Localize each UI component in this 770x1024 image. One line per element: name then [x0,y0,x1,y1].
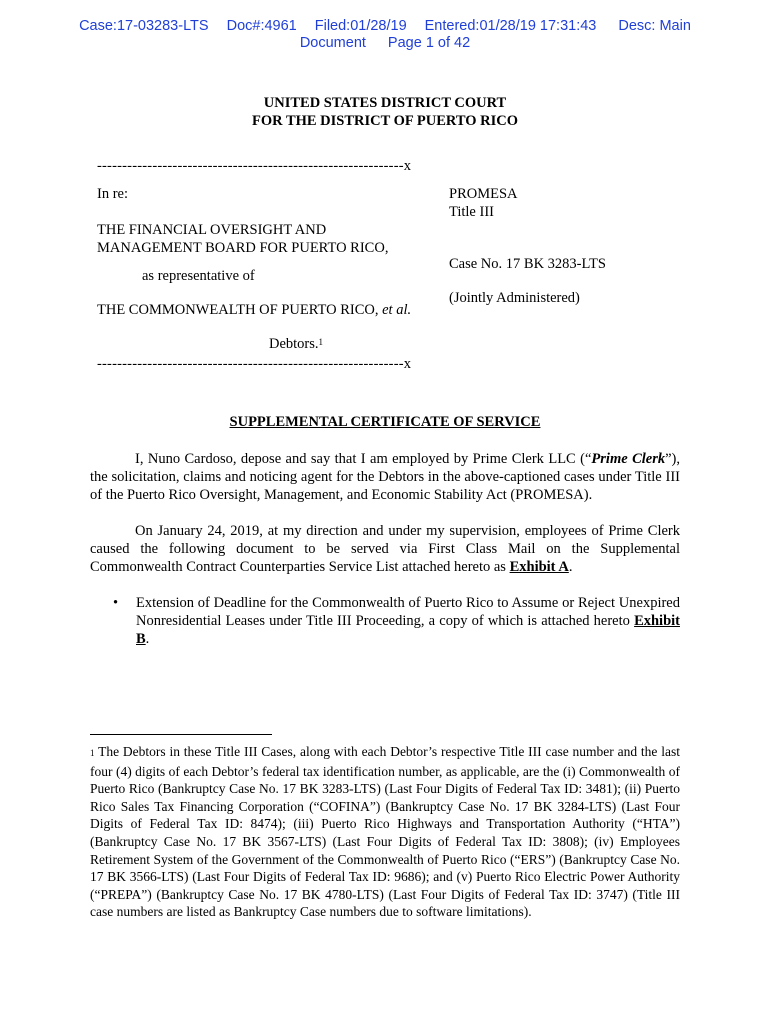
paragraph-2 [90,522,680,576]
doc-number: Doc#:4961 [226,18,297,34]
served-document-text-a: Extension of Deadline for the Commonwealth of Puerto Rico to Assume or Reject Unexpired Nonresidential Leases under Title III Proceeding, a copy of which is attached hereto [136,595,680,629]
debtor-name-text: THE COMMONWEALTH OF PUERTO RICO, [97,302,379,318]
party-name-line-1: THE FINANCIAL OVERSIGHT AND [97,222,327,238]
case-caption-left [97,157,437,373]
entered-date: Entered:01/28/19 17:31:43 [424,18,597,34]
title-iii-label: Title III [449,204,494,220]
filing-header-line-1 [0,18,770,35]
footnote-separator [90,734,272,735]
case-number: Case:17-03283-LTS [79,18,209,34]
jointly-administered-label: (Jointly Administered) [449,290,580,306]
filing-header-line-2 [0,35,770,52]
paragraph-1-text-c: ”), the solicitation, claims and noticing agent for the Debtors in the above-captioned cases under Title III of the Puerto Rico Oversight, Management, and Economic Stability Act (PROMESA). [90,451,680,503]
in-re-label: In re: [97,186,128,202]
footnote-1 [90,743,680,921]
caption-divider-bottom: -------------------------------------------------------------x [97,356,412,372]
document-label: Document [299,35,366,51]
paragraph-2-text-c: . [568,559,573,575]
prime-clerk-defined-term: Prime Clerk [591,451,666,467]
caption-divider-top: -------------------------------------------------------------x [97,158,412,174]
served-document-text [136,594,680,648]
paragraph-1-text-a: I, Nuno Cardoso, depose and say that I am employed by Prime Clerk LLC (“ [135,451,592,467]
bullet-icon: • [113,595,119,611]
footnote-number: 1 [90,748,95,758]
debtors-label [97,335,437,353]
served-document-list-item [113,594,680,648]
footnote-text: The Debtors in these Title III Cases, along with each Debtor’s respective Title III case number and the last four (4) digits of each Debtor’s federal tax identification number, as applicable, are the (i) Commonwealth of Puerto Rico (Bankruptcy Case No. 17 BK 3283-LTS) (Last Four Digits of Federal Tax ID: 3481); (ii) Puerto Rico Sales Tax Financing Corporation (“COFINA”) (Bankruptcy Case No. 17 BK 3284-LTS) (Last Four Digits of Federal Tax ID: 8474); (iii) Puerto Rico Highways and Transportation Authority (“HTA”) (Bankruptcy Case No. 17 BK 3567-LTS) (Last Four Digits of Federal Tax ID: 3808); (iv) Employees Retirement System of the Government of the Commonwealth of Puerto Rico (“ERS”) (Bankruptcy Case No. 17 BK 3566-LTS) (Last Four Digits of Federal Tax ID: 9686); and (v) Puerto Rico Electric Power Authority (“PREPA”) (Bankruptcy Case No. 17 BK 4780-LTS) (Last Four Digits of Federal Tax ID: 3747) (Title III case numbers are listed as Bankruptcy Case numbers due to software limitations). [90,744,680,920]
paragraph-1 [90,450,680,504]
debtors-text: Debtors. [269,336,319,352]
debtor-name [97,301,437,319]
case-caption-right [449,185,689,307]
court-heading [0,94,770,130]
document-title: SUPPLEMENTAL CERTIFICATE OF SERVICE [229,414,541,430]
paragraph-2-text-a: On January 24, 2019, at my direction and under my supervision, employees of Prime Clerk caused the following document to be served via First Class Mail on the Supplemental Commonwealth Contract Counterparties Service List attached hereto as [90,523,680,575]
party-name-line-2: MANAGEMENT BOARD FOR PUERTO RICO, [97,240,389,256]
filed-date: Filed:01/28/19 [314,18,407,34]
promesa-label: PROMESA [449,186,518,202]
description: Desc: Main [618,18,691,34]
served-document-text-c: . [145,631,150,647]
filing-header-stamp [0,18,770,52]
footnote-ref: 1 [318,337,324,347]
case-number-label: Case No. 17 BK 3283-LTS [449,256,606,272]
page-indicator: Page 1 of 42 [387,35,471,51]
representative-label: as representative of [142,268,255,284]
court-heading-line-1: UNITED STATES DISTRICT COURT [263,95,507,111]
exhibit-a-reference: Exhibit A [509,559,569,575]
et-al: et al. [382,302,412,318]
exhibit-b-reference: Exhibit B [136,613,680,647]
court-heading-line-2: FOR THE DISTRICT OF PUERTO RICO [251,113,519,129]
